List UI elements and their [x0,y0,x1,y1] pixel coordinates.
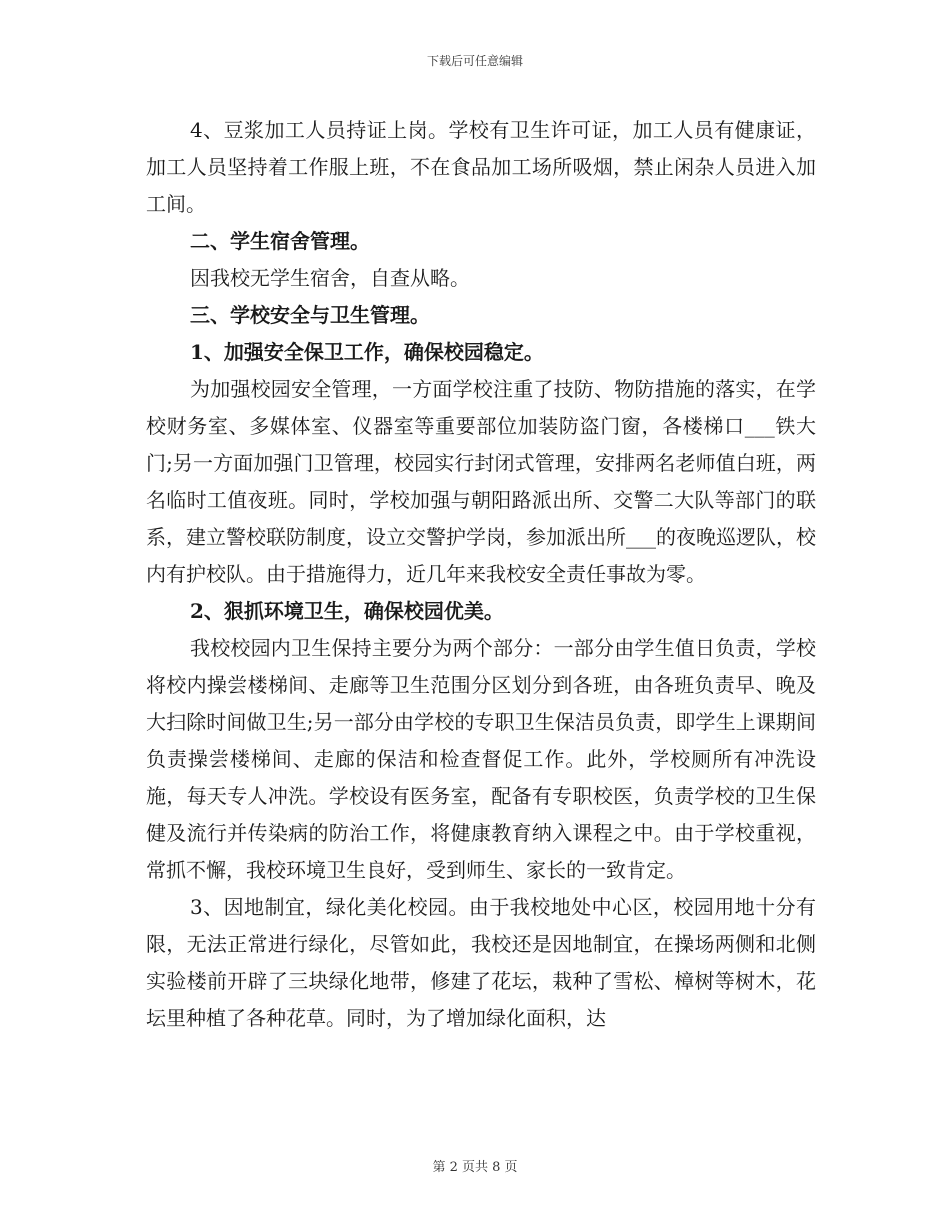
page-header: 下载后可任意编辑 [426,54,523,68]
paragraph-dormitory: 因我校无学生宿舍，自查从略。 [190,266,470,290]
paragraph-greening: 3、因地制宜，绿化美化校园。由于我校地处中心区，校园用地十分有限，无法正常进行绿化，尽管如此，我校还是因地制宜，在操场两侧和北侧实验楼前开辟了三块绿化地带，修建了花坛，栽种了雪松、樟树等树木，花坛里种植了各种花草。同时，为了增加绿化面积，达 [146,895,816,1030]
document-body [146,112,816,1037]
heading-dormitory: 二、学生宿舍管理。 [190,229,370,253]
paragraph-soymilk-staff: 4、豆浆加工人员持证上岗。学校有卫生许可证，加工人员有健康证，加工人员坚持着工作服上班，不在食品加工场所吸烟，禁止闲杂人员进入加工间。 [146,118,816,216]
subheading-security: 1、加强安全保卫工作，确保校园稳定。 [190,340,544,364]
page-number: 第 2 页共 8 页 [432,1160,518,1175]
paragraph-security: 为加强校园安全管理，一方面学校注重了技防、物防措施的落实，在学校财务室、多媒体室、仪器室等重要部位加装防盗门窗，各楼梯口___铁大门;另一方面加强门卫管理，校园实行封闭式管理，安排两名老师值白班，两名临时工值夜班。同时，学校加强与朝阳路派出所、交警二大队等部门的联系，建立警校联防制度，设立交警护学岗，参加派出所___的夜晚巡逻队，校内有护校队。由于措施得力，近几年来我校安全责任事故为零。 [146,377,816,586]
heading-safety-hygiene: 三、学校安全与卫生管理。 [190,303,430,327]
subheading-environment: 2、狠抓环境卫生，确保校园优美。 [190,599,504,623]
paragraph-environment: 我校校园内卫生保持主要分为两个部分：一部分由学生值日负责，学校将校内操尝楼梯间、走廊等卫生范围分区划分到各班，由各班负责早、晚及大扫除时间做卫生;另一部分由学校的专职卫生保洁员负责，即学生上课期间负责操尝楼梯间、走廊的保洁和检查督促工作。此外，学校厕所有冲洗设施，每天专人冲洗。学校设有医务室，配备有专职校医，负责学校的卫生保健及流行并传染病的防治工作，将健康教育纳入课程之中。由于学校重视，常抓不懈，我校环境卫生良好，受到师生、家长的一致肯定。 [146,636,816,882]
